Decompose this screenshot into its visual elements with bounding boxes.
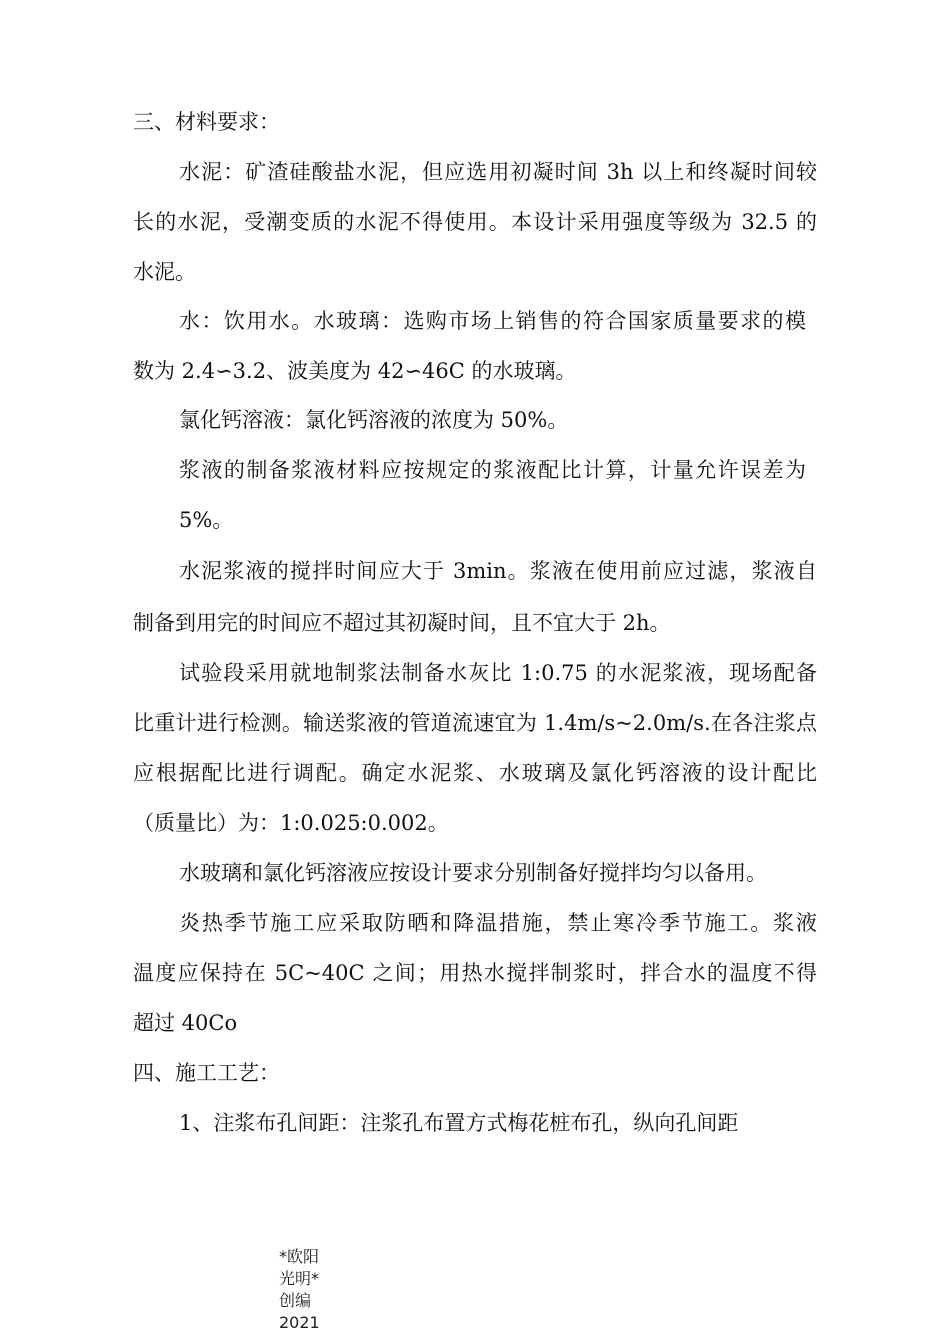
- paragraph-line: （质量比）为：1:0.025:0.002。: [133, 811, 449, 835]
- paragraph-line: 水玻璃和氯化钙溶液应按设计要求分别制备好搅拌均匀以备用。: [179, 861, 767, 885]
- paragraph-line: 水泥。: [133, 260, 196, 284]
- paragraph-line: 氯化钙溶液：氯化钙溶液的浓度为 50%。: [179, 408, 569, 432]
- section-heading-materials: 三、材料要求：: [133, 110, 280, 134]
- paragraph-line: 炎热季节施工应采取防晒和降温措施，禁止寒冷季节施工。浆液: [179, 911, 817, 935]
- paragraph-line: 长的水泥，受潮变质的水泥不得使用。本设计采用强度等级为 32.5 的: [133, 210, 817, 234]
- paragraph-line: 超过 40Co: [133, 1011, 238, 1035]
- paragraph-line: 水：饮用水。水玻璃：选购市场上销售的符合国家质量要求的模: [179, 309, 806, 333]
- footer-note: *欧阳光明*创编 2021: [279, 1247, 320, 1332]
- paragraph-line: 数为 2.4∽3.2、波美度为 42∽46C 的水玻璃。: [133, 359, 577, 383]
- paragraph-line: 浆液的制备浆液材料应按规定的浆液配比计算，计量允许误差为: [179, 458, 806, 482]
- section-heading-process: 四、施工工艺：: [133, 1061, 280, 1085]
- paragraph-line: 制备到用完的时间应不超过其初凝时间，且不宜大于 2h。: [133, 611, 671, 635]
- paragraph-line: 试验段采用就地制浆法制备水灰比 1:0.75 的水泥浆液，现场配备: [179, 661, 817, 685]
- paragraph-line: 比重计进行检测。输送浆液的管道流速宜为 1.4m/s~2.0m/s.在各注浆点: [133, 711, 817, 735]
- paragraph-line: 温度应保持在 5C~40C 之间；用热水搅拌制浆时，拌合水的温度不得: [133, 961, 817, 985]
- paragraph-line: 水泥浆液的搅拌时间应大于 3min。浆液在使用前应过滤，浆液自: [179, 559, 817, 583]
- paragraph-line: 5%。: [179, 508, 234, 532]
- paragraph-line: 1、注浆布孔间距：注浆孔布置方式梅花桩布孔，纵向孔间距: [179, 1111, 739, 1135]
- paragraph-line: 水泥：矿渣硅酸盐水泥，但应选用初凝时间 3h 以上和终凝时间较: [179, 160, 817, 184]
- paragraph-line: 应根据配比进行调配。确定水泥浆、水玻璃及氯化钙溶液的设计配比: [133, 761, 817, 785]
